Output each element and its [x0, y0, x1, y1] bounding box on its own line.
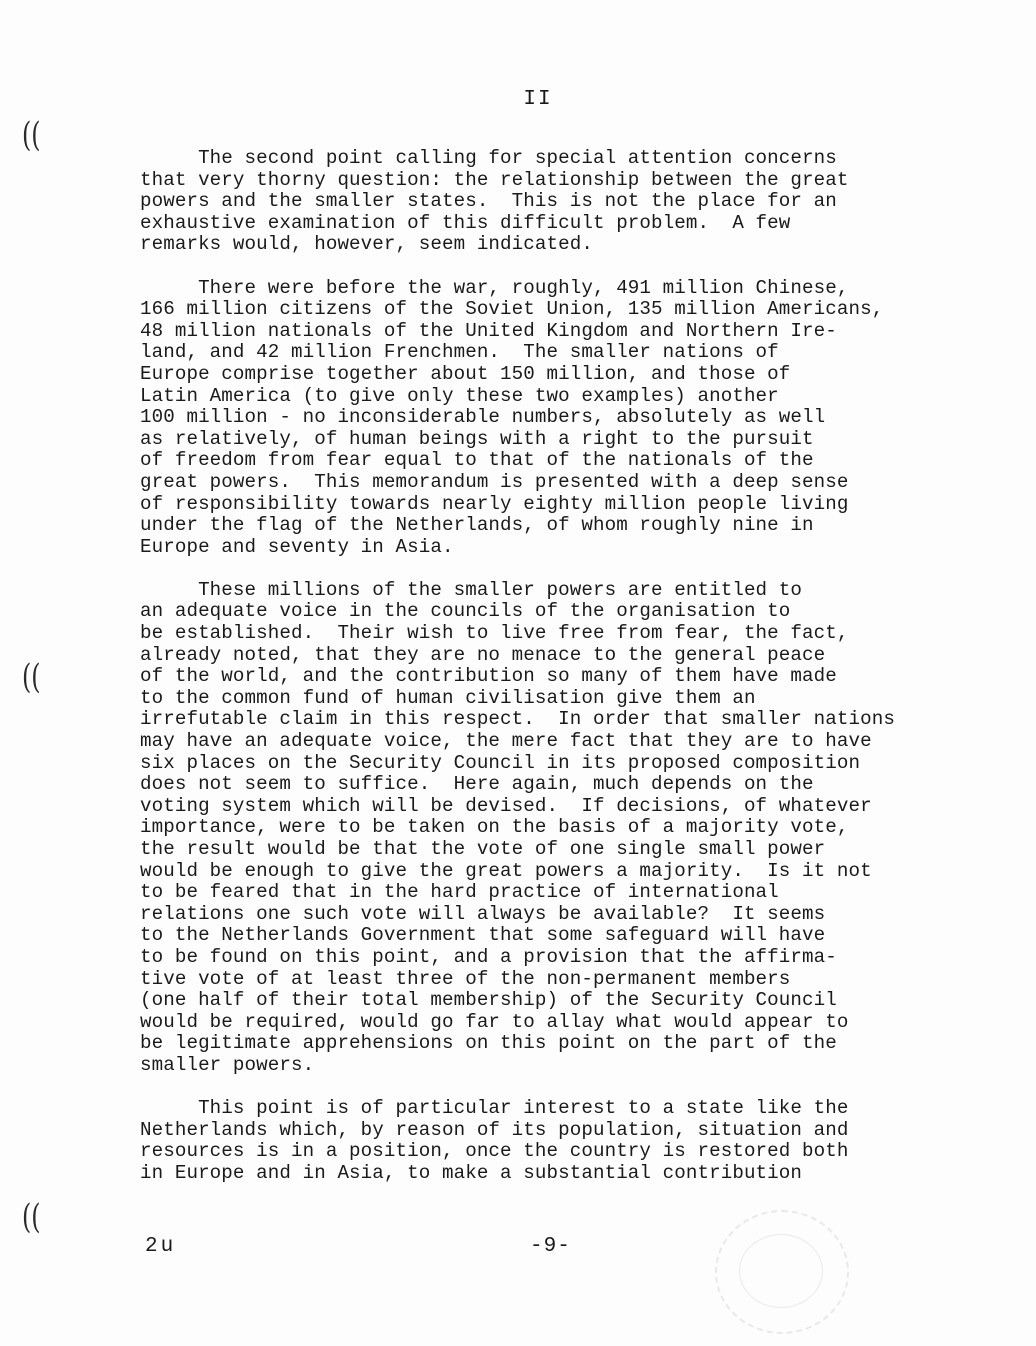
text-line: be established. Their wish to live free from fear, the fact, — [140, 622, 849, 645]
text-line: powers and the smaller states. This is not the place for an — [140, 190, 837, 213]
text-line: There were before the war, roughly, 491 million Chinese, — [140, 276, 849, 299]
text-line: Latin America (to give only these two examples) another — [140, 384, 779, 407]
text-line: relations one such vote will always be available? It seems — [140, 902, 826, 925]
text-line: does not seem to suffice. Here again, much depends on the — [140, 773, 814, 796]
section-heading: II — [523, 88, 553, 111]
text-line: of freedom from fear equal to that of the nationals of the — [140, 449, 814, 472]
text-line: remarks would, however, seem indicated. — [140, 233, 593, 256]
paragraph — [140, 580, 990, 1077]
text-line: These millions of the smaller powers are entitled to — [140, 578, 803, 601]
text-line: be legitimate apprehensions on this point on the part of the — [140, 1032, 837, 1055]
text-line: of responsibility towards nearly eighty million people living — [140, 492, 849, 515]
text-line: an adequate voice in the councils of the organisation to — [140, 600, 791, 623]
text-line: importance, were to be taken on the basis of a majority vote, — [140, 816, 849, 839]
text-line: This point is of particular interest to a state like the — [140, 1097, 849, 1120]
text-line: 166 million citizens of the Soviet Union, 135 million Americans, — [140, 298, 884, 321]
text-line: in Europe and in Asia, to make a substantial contribution — [140, 1161, 803, 1184]
text-line: 48 million nationals of the United Kingdom and Northern Ire- — [140, 319, 837, 342]
text-line: already noted, that they are no menace to the general peace — [140, 643, 826, 666]
paragraph — [140, 1098, 990, 1184]
page-number: -9- — [530, 1235, 571, 1258]
text-line: as relatively, of human beings with a right to the pursuit — [140, 427, 814, 450]
body-text — [140, 148, 990, 1206]
text-line: would be required, would go far to allay what would appear to — [140, 1010, 849, 1033]
text-line: The second point calling for special attention concerns — [140, 147, 837, 169]
text-line: would be enough to give the great powers a majority. Is it not — [140, 859, 872, 882]
text-line: Europe comprise together about 150 million, and those of — [140, 362, 791, 385]
text-line: the result would be that the vote of one single small power — [140, 838, 826, 860]
paragraph — [140, 278, 990, 559]
binder-hole-mark: (( — [21, 657, 41, 697]
text-line: Netherlands which, by reason of its population, situation and — [140, 1118, 849, 1141]
text-line: to be feared that in the hard practice of international — [140, 881, 779, 904]
text-line: under the flag of the Netherlands, of whom roughly nine in — [140, 514, 814, 537]
text-line: land, and 42 million Frenchmen. The smaller nations of — [140, 341, 779, 364]
text-line: six places on the Security Council in its proposed composition — [140, 751, 861, 774]
text-line: of the world, and the contribution so many of them have made — [140, 665, 837, 688]
text-line: resources is in a position, once the country is restored both — [140, 1140, 849, 1163]
text-line: great powers. This memorandum is presented with a deep sense — [140, 470, 849, 493]
text-line: (one half of their total membership) of the Security Council — [140, 989, 837, 1012]
text-line: smaller powers. — [140, 1053, 315, 1076]
binder-hole-mark: (( — [21, 1197, 41, 1237]
text-line: to the Netherlands Government that some safeguard will have — [140, 924, 826, 947]
text-line: may have an adequate voice, the mere fact that they are to have — [140, 730, 872, 753]
text-line: exhaustive examination of this difficult problem. A few — [140, 211, 791, 234]
text-line: voting system which will be devised. If decisions, of whatever — [140, 794, 872, 817]
footer-code: 2u — [145, 1235, 177, 1258]
text-line: that very thorny question: the relationship between the great — [140, 168, 849, 191]
archive-stamp — [715, 1210, 849, 1334]
text-line: to be found on this point, and a provision that the affirma- — [140, 945, 837, 968]
archive-stamp-inner-ring — [739, 1234, 823, 1308]
paragraph — [140, 148, 990, 256]
text-line: Europe and seventy in Asia. — [140, 535, 454, 558]
text-line: 100 million - no inconsiderable numbers, absolutely as well — [140, 406, 826, 429]
text-line: irrefutable claim in this respect. In order that smaller nations — [140, 708, 895, 731]
binder-hole-mark: (( — [21, 115, 41, 155]
text-line: to the common fund of human civilisation give them an — [140, 686, 756, 709]
text-line: tive vote of at least three of the non-permanent members — [140, 967, 791, 990]
